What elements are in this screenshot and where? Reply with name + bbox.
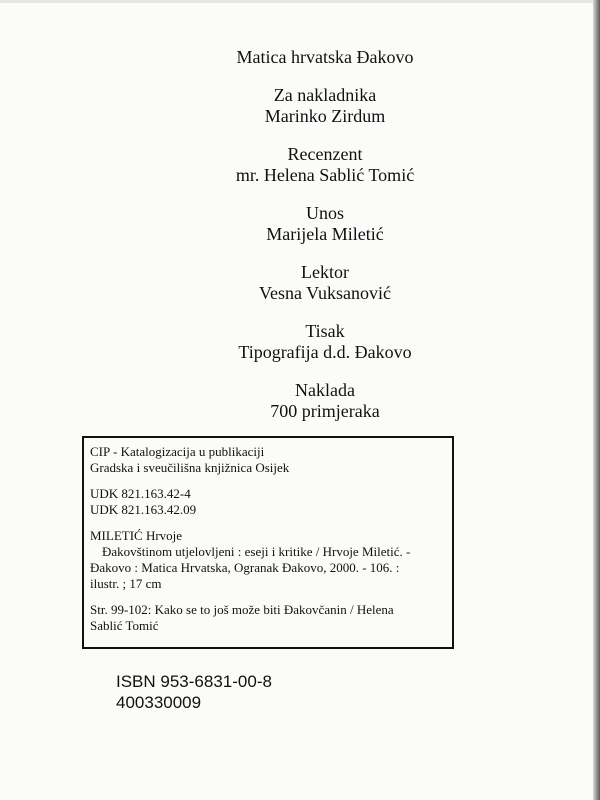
cip-entry-line: Đakovštinom utjelovljeni : eseji i kritike / Hrvoje Miletić. - xyxy=(102,544,411,559)
credit-publisher xyxy=(0,47,600,68)
credit-person: mr. Helena Sablić Tomić xyxy=(235,165,415,185)
credit-person: Vesna Vuksanović xyxy=(258,283,392,303)
cip-entry-line: Đakovo : Matica Hrvatska, Ogranak Đakovo, 2000. - 106. : xyxy=(90,560,400,575)
credit-person: Marijela Miletić xyxy=(266,224,384,244)
cip-udk: UDK 821.163.42.09 xyxy=(90,502,197,517)
credit-person: Tipografija d.d. Đakovo xyxy=(238,342,412,362)
cip-note: Str. 99-102: Kako se to još može biti Đakovčanin / Helena xyxy=(90,602,394,617)
credit-role: Tisak xyxy=(305,321,345,341)
cip-library: Gradska i sveučilišna knjižnica Osijek xyxy=(90,460,290,475)
cip-record-box xyxy=(82,436,454,649)
credit-for-publisher xyxy=(0,85,600,127)
isbn-block xyxy=(116,671,272,713)
credit-role: Recenzent xyxy=(287,144,363,164)
credit-role: Naklada xyxy=(295,380,355,400)
credit-reviewer xyxy=(0,144,600,186)
credit-person: 700 primjeraka xyxy=(270,401,380,421)
cip-header: CIP - Katalogizacija u publikaciji xyxy=(90,444,265,459)
barcode-number: 400330009 xyxy=(116,693,202,712)
publisher-name: Matica hrvatska Đakovo xyxy=(236,47,414,67)
credit-print-run xyxy=(0,380,600,422)
page-edge-top xyxy=(0,0,600,3)
cip-udk: UDK 821.163.42-4 xyxy=(90,486,191,501)
credit-role: Lektor xyxy=(301,262,349,282)
credit-proofreader xyxy=(0,262,600,304)
credit-person: Marinko Zirdum xyxy=(264,106,386,126)
credit-role: Za nakladnika xyxy=(273,85,377,105)
cip-note: Sablić Tomić xyxy=(90,618,159,633)
isbn-number: ISBN 953-6831-00-8 xyxy=(116,672,272,691)
publication-credits xyxy=(0,47,600,439)
cip-entry-line: ilustr. ; 17 cm xyxy=(90,576,162,591)
credit-role: Unos xyxy=(305,203,344,223)
credit-typesetting xyxy=(0,203,600,245)
cip-author: MILETIĆ Hrvoje xyxy=(90,528,183,543)
credit-printer xyxy=(0,321,600,363)
